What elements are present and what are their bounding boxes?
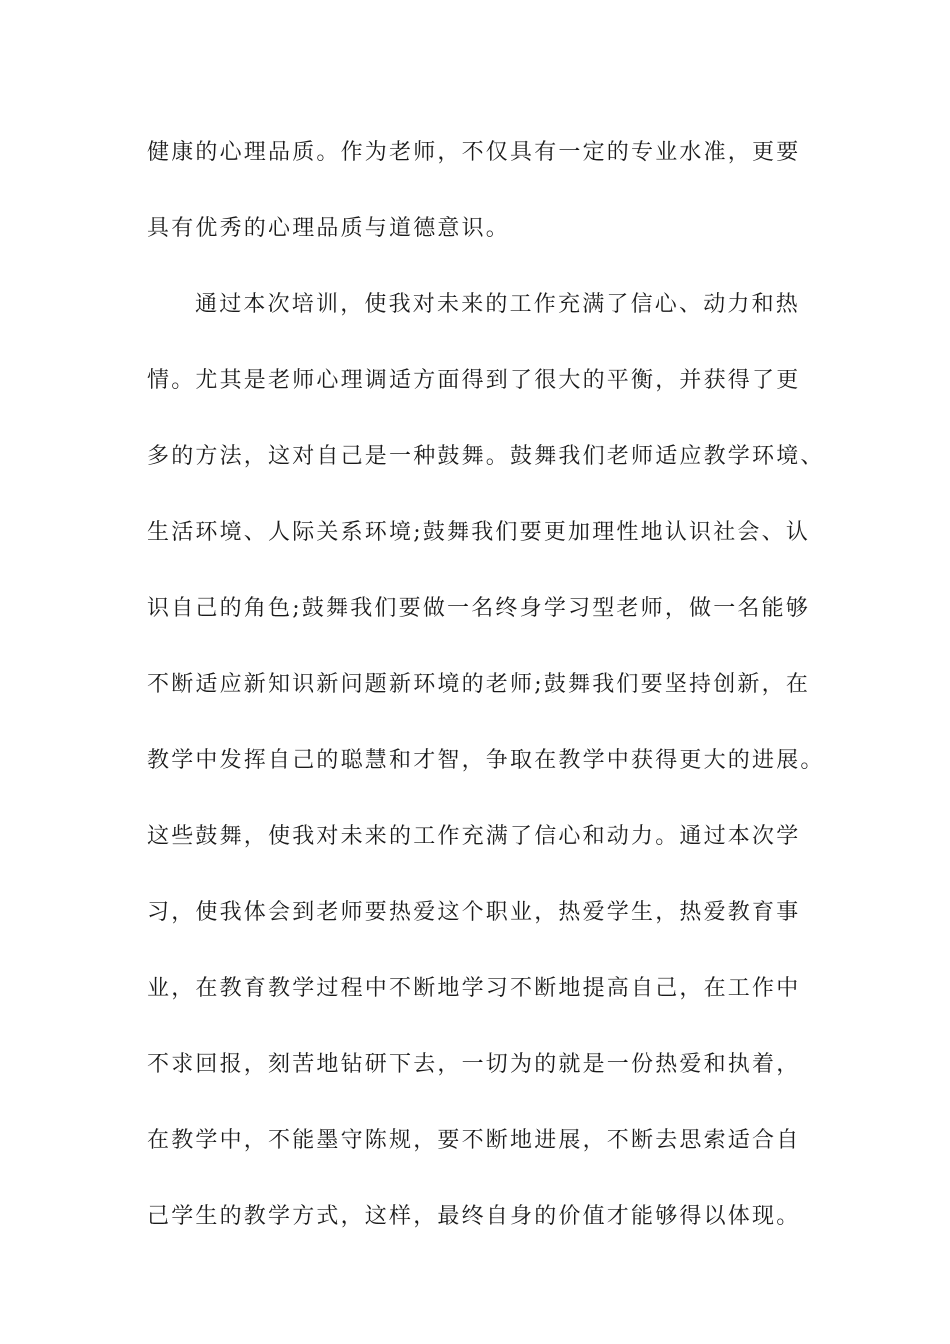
text-line: 具有优秀的心理品质与道德意识。 bbox=[147, 216, 511, 241]
text-line: 己学生的教学方式，这样，最终自身的价值才能够得以体现。 bbox=[147, 1204, 801, 1229]
text-line: 这些鼓舞，使我对未来的工作充满了信心和动力。通过本次学 bbox=[147, 824, 801, 849]
text-line: 不断适应新知识新问题新环境的老师;鼓舞我们要坚持创新，在 bbox=[147, 672, 811, 697]
text-line: 识自己的角色;鼓舞我们要做一名终身学习型老师，做一名能够 bbox=[147, 596, 811, 621]
text-line: 多的方法，这对自己是一种鼓舞。鼓舞我们老师适应教学环境、 bbox=[147, 444, 825, 469]
document-body bbox=[147, 128, 827, 1268]
paragraph-start-line: 通过本次培训，使我对未来的工作充满了信心、动力和热 bbox=[195, 292, 801, 317]
text-line: 教学中发挥自己的聪慧和才智，争取在教学中获得更大的进展。 bbox=[147, 748, 825, 773]
text-line: 情。尤其是老师心理调适方面得到了很大的平衡，并获得了更 bbox=[147, 368, 801, 393]
text-line: 健康的心理品质。作为老师，不仅具有一定的专业水准，更要 bbox=[147, 140, 801, 165]
text-line: 不求回报，刻苦地钻研下去，一切为的就是一份热爱和执着， bbox=[147, 1052, 801, 1077]
text-line: 业，在教育教学过程中不断地学习不断地提高自己，在工作中 bbox=[147, 976, 801, 1001]
text-line: 习，使我体会到老师要热爱这个职业，热爱学生，热爱教育事 bbox=[147, 900, 801, 925]
text-line: 生活环境、人际关系环境;鼓舞我们要更加理性地认识社会、认 bbox=[147, 520, 811, 545]
text-line: 在教学中，不能墨守陈规，要不断地进展，不断去思索适合自 bbox=[147, 1128, 801, 1153]
